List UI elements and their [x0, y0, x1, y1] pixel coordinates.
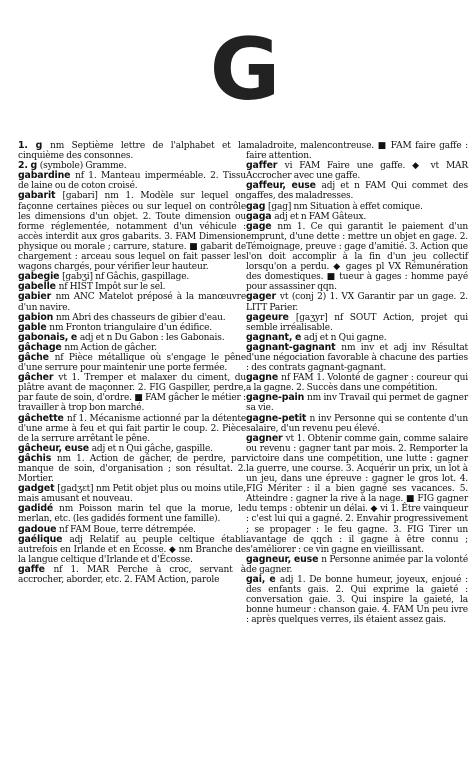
dictionary-entry — [246, 181, 468, 201]
entry-definition: vt (conj 2) 1. VX Garantir par un gage. 2. LITT Parier. — [246, 292, 469, 313]
entry-definition: nm 1. Ce qui garantit le paiement d'un emprunt, d'une dette : mettre un objet en gage. 2. Témoignage, preuve : gage d'amitié. 3. Action que l'on doit accomplir à la fin d'un jeu collectif lorsqu'on a perdu. ◆ gages pl VX Rémunération des domestiques. ■ tueur à gages : homme payé pour assassiner qqn. — [246, 221, 469, 293]
dictionary-entry — [18, 373, 246, 413]
entry-definition: vt 1. Tremper et malaxer du ciment, du plâtre avant de maçonner. 2. FIG Gaspiller, perdre, par faute de soin, d'ordre. ■ FAM gâcher le métier : travailler à trop bon marché. — [18, 373, 246, 414]
dictionary-entry — [18, 171, 246, 191]
dictionary-entry — [18, 292, 246, 312]
entry-headword: 2. g — [18, 160, 38, 172]
entry-definition: n Personne animée par la volonté de gagner. — [246, 554, 468, 575]
entry-headword: gabonais, e — [18, 331, 78, 343]
entry-definition: vt 1. Obtenir comme gain, comme salaire ou revenu : gagner tant par mois. 2. Remporter la victoire dans une compétition, une lutte : gagner la guerre, une course. 3. Acquérir un prix, un lot à un jeu, dans une épreuve : gagner le gros lot. 4. FIG Mériter : il a bien gagné ses vacances. 5. Atteindre : gagner la rive à la nage. ■ FIG gagner du temps : obtenir un délai. ◆ vi 1. Être vainqueur : c'est lui qui a gagné. 2. Envahir progressivement ; se propager : le feu gagne. 3. FIG Tirer un avantage de qqch : il gagne à être connu ; s'améliorer : ce vin gagne en vieillissant. — [246, 433, 468, 555]
entry-headword: gabelle — [18, 281, 56, 293]
dictionary-entry — [246, 343, 468, 373]
entry-definition: nm Action de gâcher. — [64, 342, 157, 353]
entry-headword: gager — [246, 291, 276, 303]
dictionary-entry — [246, 393, 468, 413]
entry-definition: vi FAM Faire une gaffe. ◆ vt MAR Accrocher avec une gaffe. — [246, 161, 468, 182]
entry-definition: [gadʒɛt] nm Petit objet plus ou moins utile, mais amusant et nouveau. — [18, 484, 246, 505]
entry-definition: nm Abri des chasseurs de gibier d'eau. — [55, 312, 226, 323]
dictionary-entry — [18, 313, 246, 323]
entry-definition: adj et n FAM Gâteux. — [274, 211, 367, 222]
dictionary-entry — [18, 414, 246, 444]
entry-headword: gadoue — [18, 523, 57, 535]
dictionary-entry — [18, 454, 246, 484]
entry-headword: gabier — [18, 291, 52, 303]
entry-headword: gabarit — [18, 190, 56, 202]
entry-headword: gagneur, euse — [246, 553, 319, 565]
dictionary-entry — [18, 484, 246, 504]
entry-definition: nm Septième lettre de l'alphabet et la cinquième des consonnes. — [18, 141, 247, 162]
entry-headword: gaffer — [246, 160, 278, 172]
entry-headword: gaélique — [18, 533, 63, 545]
entry-headword: gâchage — [18, 341, 62, 353]
entry-headword: gaga — [246, 210, 272, 222]
dictionary-entry — [246, 434, 468, 555]
dictionary-entry — [246, 373, 468, 393]
entry-definition: nf 1. Mécanisme actionné par la détente d'une arme à feu et qui fait partir le coup. 2. Pièce de la serrure arrêtant le pêne. — [18, 413, 246, 444]
dictionary-entry — [246, 202, 468, 212]
entry-definition: maladroite, malencontreuse. ■ FAM faire gaffe : faire attention. — [246, 141, 468, 162]
entry-headword: gaffe — [18, 563, 45, 575]
entry-definition: adj et n FAM Qui commet des gaffes, des maladresses. — [246, 181, 469, 202]
entry-headword: gagnant, e — [246, 331, 302, 343]
entry-definition: nm 1. Action de gâcher, de perdre, par manque de soin, d'organisation ; son résultat. 2. Mortier. — [18, 453, 247, 485]
entry-headword: gagner — [246, 432, 283, 444]
entry-headword: gâcheur, euse — [18, 442, 89, 454]
entry-headword: gâcher — [18, 372, 54, 384]
entry-headword: gâchette — [18, 412, 64, 424]
dictionary-entry — [246, 575, 468, 625]
entry-definition: nf 1. MAR Perche à croc, servant à accrocher, aborder, etc. 2. FAM Action, parole — [18, 564, 247, 586]
entry-headword: gagne — [246, 372, 279, 384]
dictionary-entry — [246, 222, 468, 293]
dictionary-entry — [18, 504, 246, 524]
dictionary-entry — [246, 555, 468, 575]
dictionary-entry — [18, 353, 246, 373]
section-letter: G — [209, 20, 281, 120]
entry-definition: [gaʒyr] nf SOUT Action, projet qui semble irréalisable. — [246, 312, 468, 333]
entry-headword: gabion — [18, 311, 54, 323]
left-column — [18, 141, 246, 585]
entry-definition: nf 1. Manteau imperméable. 2. Tissu de laine ou de coton croisé. — [18, 171, 247, 192]
entry-headword: gageure — [246, 311, 289, 323]
entry-definition: nf FAM Boue, terre détrempée. — [59, 524, 196, 535]
entry-headword: 1. g — [18, 140, 43, 151]
entry-definition: nm inv et adj inv Résultat d'une négociation favorable à chacune des parties : des contrats gagnant-gagnant. — [246, 342, 469, 374]
dictionary-entry — [18, 535, 246, 565]
entry-headword: gabardine — [18, 170, 71, 182]
dictionary-entry — [246, 292, 468, 312]
entry-headword: gâche — [18, 351, 49, 363]
entry-definition: nf HIST Impôt sur le sel. — [58, 282, 166, 293]
right-column — [246, 141, 468, 626]
entry-definition: [gag] nm Situation à effet comique. — [268, 201, 423, 212]
dictionary-entry — [246, 141, 468, 161]
entry-headword: gai, e — [246, 574, 276, 586]
dictionary-entry — [246, 212, 468, 222]
entry-definition: [gabʒi] nf Gâchis, gaspillage. — [62, 272, 190, 283]
entry-definition: n inv Personne qui se contente d'un salaire, d'un revenu peu élevé. — [246, 413, 468, 434]
dictionary-entry — [18, 565, 246, 585]
entry-headword: gagne-pain — [246, 392, 305, 404]
entry-definition: nm Fronton triangulaire d'un édifice. — [49, 322, 213, 333]
entry-headword: gâchis — [18, 452, 52, 464]
entry-definition: adj 1. De bonne humeur, joyeux, enjoué : des enfants gais. 2. Qui exprime la gaieté : conversation gaie. 3. Qui inspire la gaieté, la bonne humeur : chanson gaie. 4. FAM Un peu ivre : après quelques verres, ils étaient assez gais. — [246, 575, 468, 626]
entry-headword: gadget — [18, 483, 55, 495]
entry-definition: nm Poisson marin tel que la morue, le merlan, etc. (les gadidés forment une famille). — [18, 504, 247, 525]
entry-headword: gabegie — [18, 271, 60, 283]
dictionary-entry — [18, 191, 246, 272]
entry-headword: gagne-petit — [246, 412, 307, 424]
dictionary-entry — [18, 141, 246, 161]
entry-definition: adj et n Qui gâche, gaspille. — [91, 443, 213, 454]
entry-definition: [gabari] nm 1. Modèle sur lequel on façonne certaines pièces ou sur lequel on contrôle les dimensions d'un objet. 2. Toute dimension ou forme réglementée, notamment d'un véhicule : accès interdit aux gros gabarits. 3. FAM Dimension physique ou morale ; carrure, stature. ■ gabarit de chargement : arceau sous lequel on fait passer les wagons chargés, pour vérifier leur hauteur. — [18, 191, 247, 273]
entry-definition: nf FAM 1. Volonté de gagner : coureur qui a la gagne. 2. Succès dans une compétition. — [246, 373, 468, 394]
entry-definition: adj et n Du Gabon : les Gabonais. — [79, 332, 225, 343]
dictionary-entry — [246, 414, 468, 434]
entry-definition: (symbole) Gramme. — [39, 161, 127, 172]
entry-definition: nm ANC Matelot préposé à la manœuvre d'un navire. — [18, 292, 246, 313]
entry-headword: gable — [18, 321, 47, 333]
entry-headword: gaffeur, euse — [246, 180, 316, 192]
entry-headword: gadidé — [18, 503, 54, 515]
dictionary-entry — [246, 161, 468, 181]
entry-definition: nf Pièce métallique où s'engage le pêne d'une serrure pour maintenir une porte fermée. — [18, 352, 247, 374]
entry-definition: adj et n Qui gagne. — [303, 332, 387, 343]
entry-definition: nm inv Travail qui permet de gagner sa vie. — [246, 393, 468, 414]
entry-headword: gag — [246, 200, 266, 212]
entry-headword: gagnant-gagnant — [246, 341, 336, 353]
entry-definition: adj Relatif au peuple celtique établi autrefois en Irlande et en Écosse. ◆ nm Branche de la langue celtique d'Irlande et d'Écosse. — [18, 534, 246, 565]
dictionary-entry — [246, 313, 468, 333]
entry-headword: gage — [246, 220, 272, 232]
